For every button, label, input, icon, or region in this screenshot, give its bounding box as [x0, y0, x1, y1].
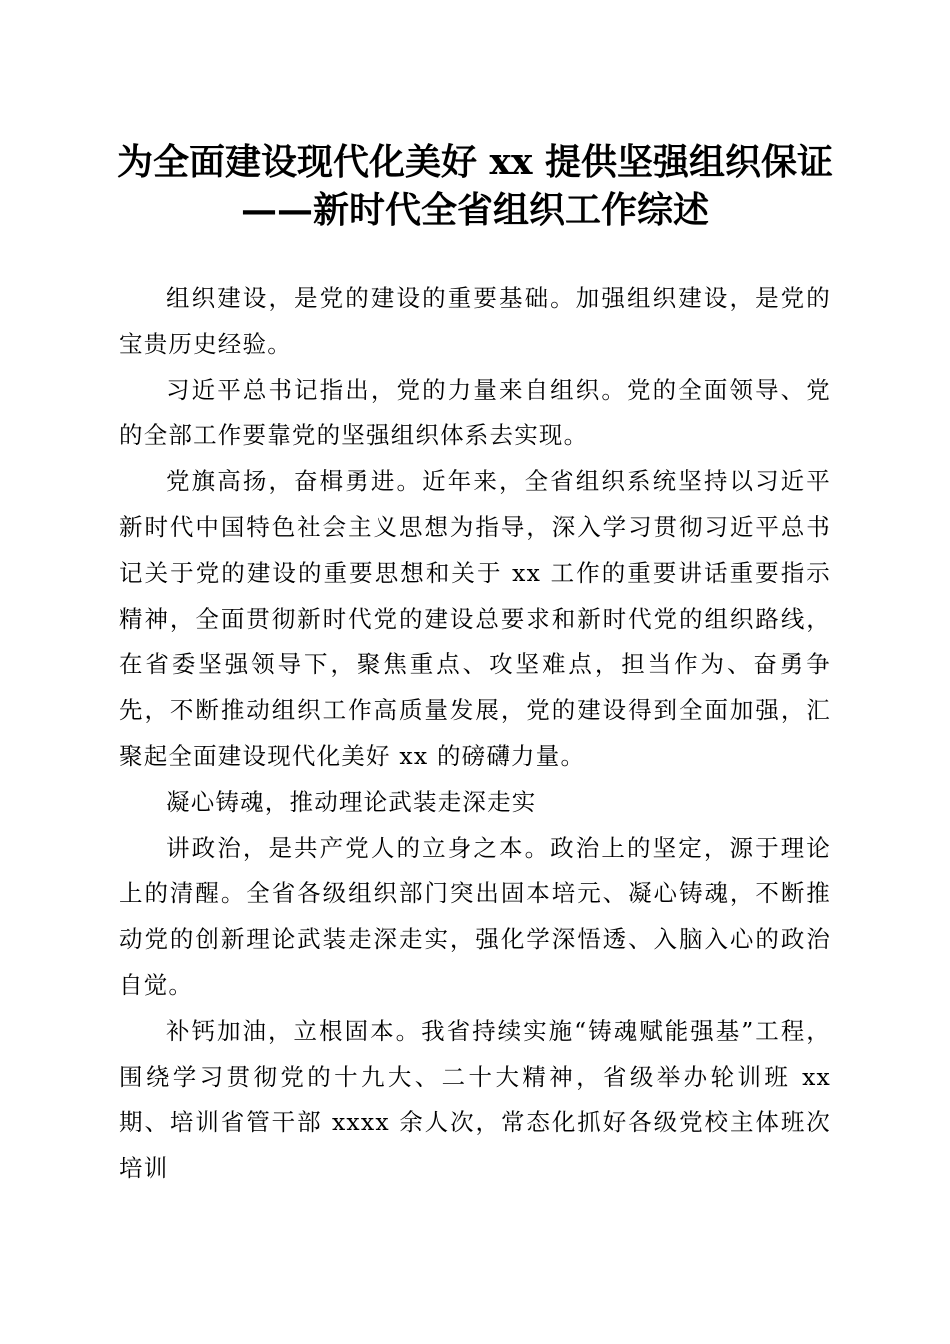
paragraph-3: 党旗高扬，奋楫勇进。近年来，全省组织系统坚持以习近平新时代中国特色社会主义思想为指导，深入学习贯彻习近平总书记关于党的建设的重要思想和关于 xx 工作的重要讲话重要指示精神，全面贯彻新时代党的建设总要求和新时代党的组织路线，在省委坚强领导下，聚焦重点、攻坚难点，担当作为、奋勇争先，不断推动组织工作高质量发展，党的建设得到全面加强，汇聚起全面建设现代化美好 xx 的磅礴力量。: [119, 467, 831, 770]
paragraph-2: 习近平总书记指出，党的力量来自组织。党的全面领导、党的全部工作要靠党的坚强组织体系去实现。: [119, 375, 831, 450]
document-body: [119, 276, 831, 1192]
paragraph-4: 讲政治，是共产党人的立身之本。政治上的坚定，源于理论上的清醒。全省各级组织部门突出固本培元、凝心铸魂，不断推动党的创新理论武装走深走实，强化学深悟透、入脑入心的政治自觉。: [119, 833, 831, 999]
document-subtitle: ——新时代全省组织工作综述: [240, 189, 709, 231]
paragraph-5: 补钙加油，立根固本。我省持续实施“铸魂赋能强基”工程，围绕学习贯彻党的十九大、二十大精神，省级举办轮训班 xx 期、培训省管干部 xxxx 余人次，常态化抓好各级党校主体班次培训: [119, 1016, 831, 1183]
document-title: 为全面建设现代化美好 xx 提供坚强组织保证: [117, 141, 833, 183]
section-heading: 凝心铸魂，推动理论武装走深走实: [166, 787, 537, 816]
paragraph-1: 组织建设，是党的建设的重要基础。加强组织建设，是党的宝贵历史经验。: [119, 284, 831, 358]
